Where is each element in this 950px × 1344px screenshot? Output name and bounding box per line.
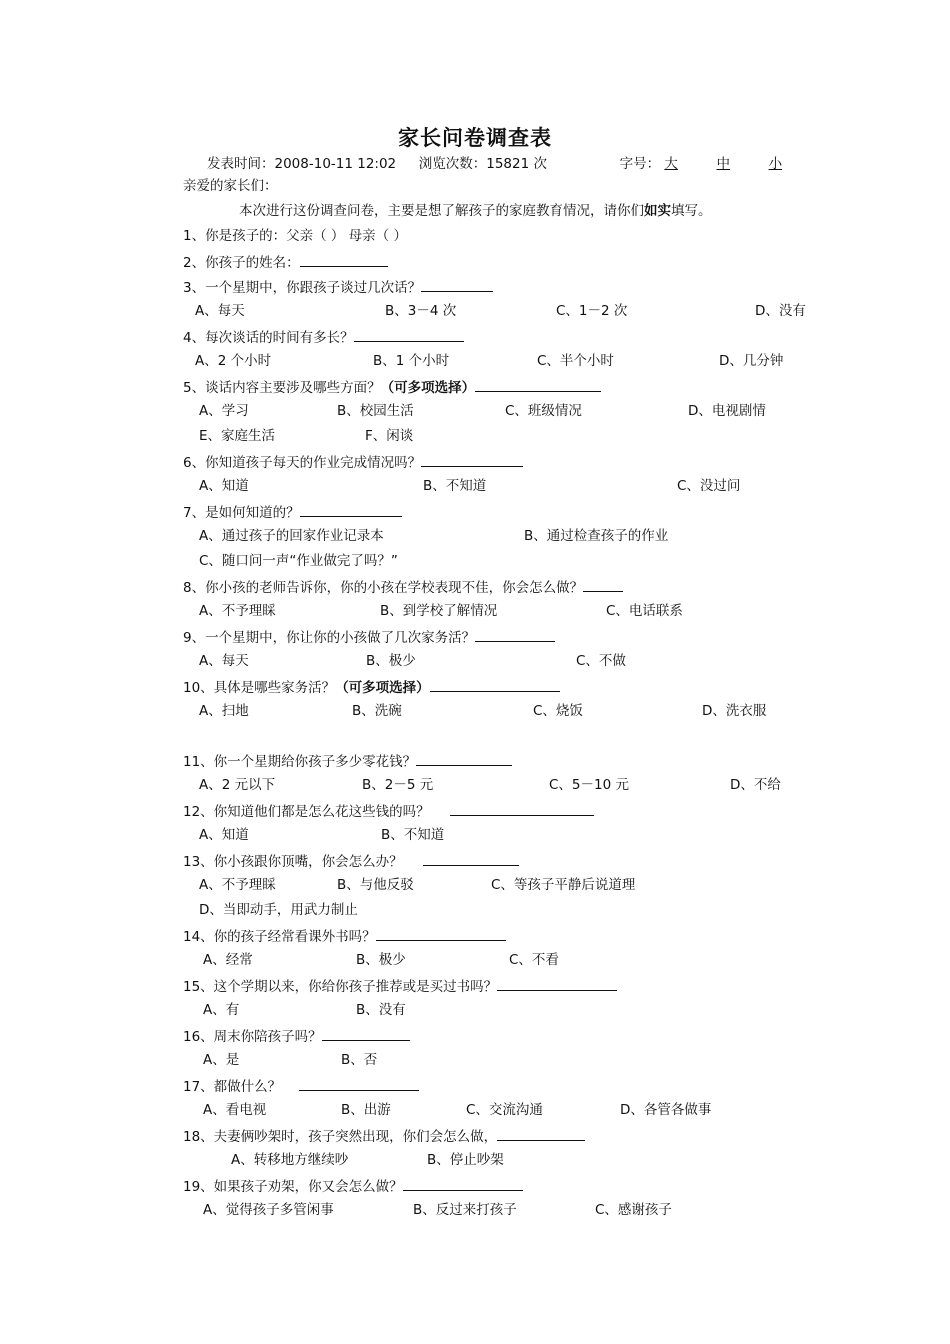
intro-emphasis: 如实 [644,203,671,219]
option: A、每天 [199,653,249,669]
option: D、洗衣服 [702,703,767,719]
question-19: 19、如果孩子劝架，你又会怎么做？ [183,1176,523,1196]
option: A、2 个小时 [195,353,272,369]
option: B、否 [341,1052,378,1068]
option: A、转移地方继续吵 [231,1152,349,1168]
option: C、交流沟通 [466,1102,543,1118]
question-16: 16、周末你陪孩子吗？ [183,1026,410,1046]
answer-blank[interactable] [300,252,388,267]
question-3: 3、一个星期中，你跟孩子谈过几次话？ [183,277,493,297]
publish-time: 发表时间：2008-10-11 12:02 [207,156,397,172]
answer-blank[interactable] [450,801,594,816]
question-2: 2、你孩子的姓名： [183,252,388,272]
option: A、学习 [199,403,249,419]
option: B、没有 [356,1002,406,1018]
font-size-large-link[interactable]: 大 [664,156,678,172]
answer-blank[interactable] [421,277,493,292]
option: B、出游 [341,1102,391,1118]
option: A、2 元以下 [199,777,276,793]
answer-blank[interactable] [423,851,519,866]
option: A、知道 [199,827,249,843]
answer-blank[interactable] [497,1126,585,1141]
answer-blank[interactable] [376,926,506,941]
option: D、当即动手，用武力制止 [199,902,358,918]
option: C、等孩子平静后说道理 [491,877,636,893]
answer-blank[interactable] [583,577,623,592]
option: F、闲谈 [365,428,414,444]
option: A、经常 [203,952,253,968]
option: A、不予理睬 [199,877,276,893]
page-title: 家长问卷调查表 [398,126,552,150]
option: B、通过检查孩子的作业 [524,528,669,544]
question-8: 8、你小孩的老师告诉你，你的小孩在学校表现不佳，你会怎么做？ [183,577,623,597]
question-14: 14、你的孩子经常看课外书吗？ [183,926,506,946]
question-18: 18、夫妻俩吵架时，孩子突然出现，你们会怎么做， [183,1126,585,1146]
answer-blank[interactable] [421,452,523,467]
option: A、每天 [195,303,245,319]
view-count: 浏览次数：15821 次 [418,156,547,172]
option: A、有 [203,1002,240,1018]
answer-blank[interactable] [403,1176,523,1191]
option: D、几分钟 [719,353,784,369]
option: B、与他反驳 [337,877,414,893]
option: D、电视剧情 [688,403,766,419]
option: B、2－5 元 [362,777,434,793]
question-17: 17、都做什么？ [183,1076,419,1096]
option: D、各管各做事 [620,1102,712,1118]
option: C、没过问 [677,478,741,494]
greeting: 亲爱的家长们： [183,178,278,194]
answer-blank[interactable] [300,502,402,517]
option: C、5－10 元 [549,777,629,793]
answer-blank[interactable] [299,1076,419,1091]
option: B、反过来打孩子 [413,1202,517,1218]
option: D、不给 [730,777,781,793]
question-1: 1、你是孩子的：父亲（ ） 母亲（ ） [183,228,407,244]
question-4: 4、每次谈话的时间有多长？ [183,327,464,347]
answer-blank[interactable] [475,627,555,642]
option: C、随口问一声“作业做完了吗？” [199,553,398,569]
option: B、停止吵架 [427,1152,504,1168]
question-9: 9、一个星期中，你让你的小孩做了几次家务活？ [183,627,555,647]
option: C、电话联系 [606,603,683,619]
option: B、到学校了解情况 [380,603,498,619]
option: B、极少 [366,653,416,669]
option: A、通过孩子的回家作业记录本 [199,528,384,544]
option: C、烧饭 [533,703,583,719]
question-10: 10、具体是哪些家务活？（可多项选择） [183,677,560,697]
option: C、感谢孩子 [595,1202,672,1218]
answer-blank[interactable] [475,377,601,392]
option: A、不予理睬 [199,603,276,619]
answer-blank[interactable] [497,976,617,991]
option: B、洗碗 [352,703,402,719]
option: A、看电视 [203,1102,267,1118]
option: C、不做 [576,653,626,669]
option: A、知道 [199,478,249,494]
answer-blank[interactable] [322,1026,410,1041]
question-7: 7、是如何知道的？ [183,502,402,522]
option: A、扫地 [199,703,249,719]
question-12: 12、你知道他们都是怎么花这些钱的吗？ [183,801,594,821]
option: D、没有 [755,303,806,319]
option: C、不看 [509,952,559,968]
option: B、校园生活 [337,403,414,419]
font-size-label: 字号： [619,156,661,172]
question-6: 6、你知道孩子每天的作业完成情况吗？ [183,452,523,472]
question-5: 5、谈话内容主要涉及哪些方面？（可多项选择） [183,377,601,397]
option: E、家庭生活 [199,428,276,444]
article-meta [207,152,782,172]
answer-blank[interactable] [430,677,560,692]
question-15: 15、这个学期以来，你给你孩子推荐或是买过书吗？ [183,976,617,996]
option: B、极少 [356,952,406,968]
option: B、1 个小时 [373,353,450,369]
answer-blank[interactable] [354,327,464,342]
option: B、不知道 [381,827,445,843]
option: B、不知道 [423,478,487,494]
option: A、是 [203,1052,240,1068]
option: B、3－4 次 [385,303,457,319]
font-size-small-link[interactable]: 小 [768,156,783,172]
font-size-medium-link[interactable]: 中 [716,156,730,172]
intro-paragraph: 本次进行这份调查问卷，主要是想了解孩子的家庭教育情况，请你们如实填写。 [239,203,712,219]
question-13: 13、你小孩跟你顶嘴，你会怎么办？ [183,851,519,871]
question-11: 11、你一个星期给你孩子多少零花钱？ [183,751,512,771]
option: C、班级情况 [505,403,582,419]
option: A、觉得孩子多管闲事 [203,1202,334,1218]
option: C、半个小时 [537,353,614,369]
answer-blank[interactable] [416,751,512,766]
option: C、1－2 次 [556,303,628,319]
